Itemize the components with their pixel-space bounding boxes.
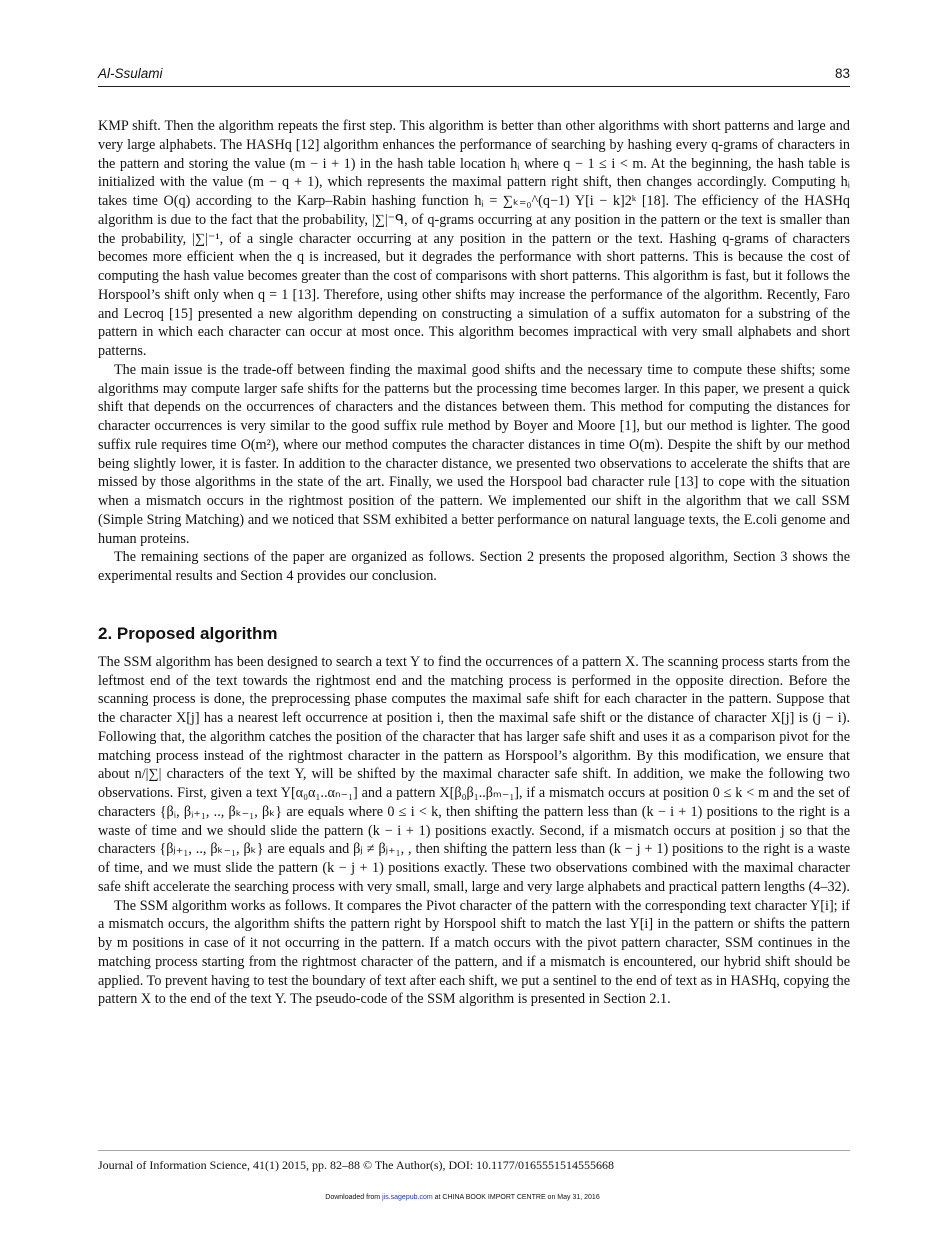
paragraph: KMP shift. Then the algorithm repeats the first step. This algorithm is better than other algorithms with short patterns and large and very large alphabets. The HASHq [12] algorithm enhances the performance of searching by hashing every q-grams of characters in the pattern and storing the value (m − i + 1) in the hash table location hᵢ where q − 1 ≤ i < m. At the beginning, the hash table is initialized with the value (m − q + 1), which represents the maximal pattern right shift, then changes accordingly. Computing hᵢ takes time O(q) according to the Karp–Rabin hashing function hᵢ = ∑ₖ₌₀^(q−1) Y[i − k]2ᵏ [18]. The efficiency of the HASHq algorithm is due to the fact that the probability, |∑|⁻ᑫ, of q-grams occurring at any position in the pattern or the text is smaller than the probability, |∑|⁻¹, of a single character occurring at any position in the pattern or the text. Hashing q-grams of characters becomes more efficient when the q is increased, but it degrades the performance with short patterns. This is because the cost of computing the hash value becomes greater than the cost of comparisons with short patterns. This algorithm is fast, but it follows the Horspool’s shift only when q = 1 [13]. Therefore, using other shifts may increase the performance of the algorithm. Recently, Faro and Lecroq [15] presented a new algorithm depending on constructing a simulation of a suffix automaton for a substring of the pattern in which each character can occur at most once. This algorithm becomes impractical with very small alphabets and short patterns. (98, 118, 850, 359)
footer-citation: Journal of Information Science, 41(1) 2015, pp. 82–88 © The Author(s), DOI: 10.1177/0165551514555668 (98, 1150, 850, 1173)
section-heading: 2. Proposed algorithm (98, 623, 278, 643)
paragraph: The SSM algorithm has been designed to search a text Y to find the occurrences of a pattern X. The scanning process starts from the leftmost end of the text towards the rightmost end and the matching process is performed in the opposite direction. Before the scanning process is done, the preprocessing phase computes the maximal safe shift for each character in the pattern. Suppose that the character X[j] has a nearest left occurrence at position i, then the maximal safe shift or the distance of character X[j] is (j − i). Following that, the algorithm catches the position of the character that has larger safe shift and uses it as a comparison pivot for the matching process instead of the rightmost character in the pattern as Horspool’s algorithm. By this modification, we ensure that about n/|∑| characters of the text Y, will be shifted by the maximal character safe shift. In addition, we make the following two observations. First, given a text Y[α₀α₁..αₙ₋₁] and a pattern X[β₀β₁..βₘ₋₁], if a mismatch occurs at position 0 ≤ k < m and the set of characters {βᵢ, βᵢ₊₁, .., βₖ₋₁, βₖ} are equals where 0 ≤ i < k, then shifting the pattern less than (k − i + 1) positions to the right is a waste of time and we should slide the pattern (k − i + 1) positions exactly. Second, if a mismatch occurs at position j so that the characters {βⱼ₊₁, .., βₖ₋₁, βₖ} are equals and βⱼ ≠ βⱼ₊₁, , then shifting the pattern less than (k − j + 1) positions to the right is a waste of time, and we must slide the pattern (k − j + 1) positions exactly. These two observations combined with the maximal character safe shift accelerate the searching process with very small, small, large and very large alphabets and practical pattern lengths (4–32). (98, 653, 850, 895)
paragraph: The main issue is the trade-off between finding the maximal good shifts and the necessary time to compute these shifts; some algorithms may compute larger safe shifts for the patterns but the processing time becomes larger. In this paper, we present a quick shift that depends on the occurrences of characters and the distances between them. This method for computing the distances for character occurrences is very similar to the good suffix rule method by Boyer and Moore [1], but our method is lighter. The good suffix rule requires time O(m²), where our method computes the character distances in time O(m). Despite the shift by our method being slightly lower, it is faster. In addition to the character distance, we presented two observations to accelerate the shifts that are missed by those algorithms in the state of the art. Finally, we used the Horspool bad character rule [13] to cope with the situation when a mismatch occurs in the rightmost position of the pattern. We implemented our shift in the algorithm that we call SSM (Simple String Matching) and we noticed that SSM exhibited a better performance on natural language texts, the E.coli genome and human proteins. (98, 361, 850, 547)
download-link[interactable]: jis.sagepub.com (382, 1194, 433, 1201)
download-notice (0, 1194, 925, 1201)
paragraph: The SSM algorithm works as follows. It compares the Pivot character of the pattern with the corresponding text character Y[i]; if a mismatch occurs, the algorithm shifts the pattern right by Horspool shift to match the last Y[i] in the pattern or shifts the pattern by m positions in case of it not occurring in the pattern. If a match occurs with the pivot pattern character, SSM continues in the matching process starting from the rightmost character of the pattern, and if a mismatch is encountered, our hybrid shift should be applied. To prevent having to test the boundary of text after each shift, we put a sentinel to the end of text as in HASHq, copying the pattern X to the end of the text Y. The pseudo-code of the SSM algorithm is presented in Section 2.1. (98, 897, 850, 1008)
paragraph: The remaining sections of the paper are organized as follows. Section 2 presents the proposed algorithm, Section 3 shows the experimental results and Section 4 provides our conclusion. (98, 549, 850, 584)
download-prefix: Downloaded from (325, 1194, 383, 1201)
running-header (98, 64, 850, 87)
running-header-author: Al-Ssulami (98, 66, 163, 81)
page-number: 83 (834, 66, 850, 81)
main-text (98, 117, 850, 1009)
download-suffix: at CHINA BOOK IMPORT CENTRE on May 31, 2016 (432, 1194, 600, 1201)
